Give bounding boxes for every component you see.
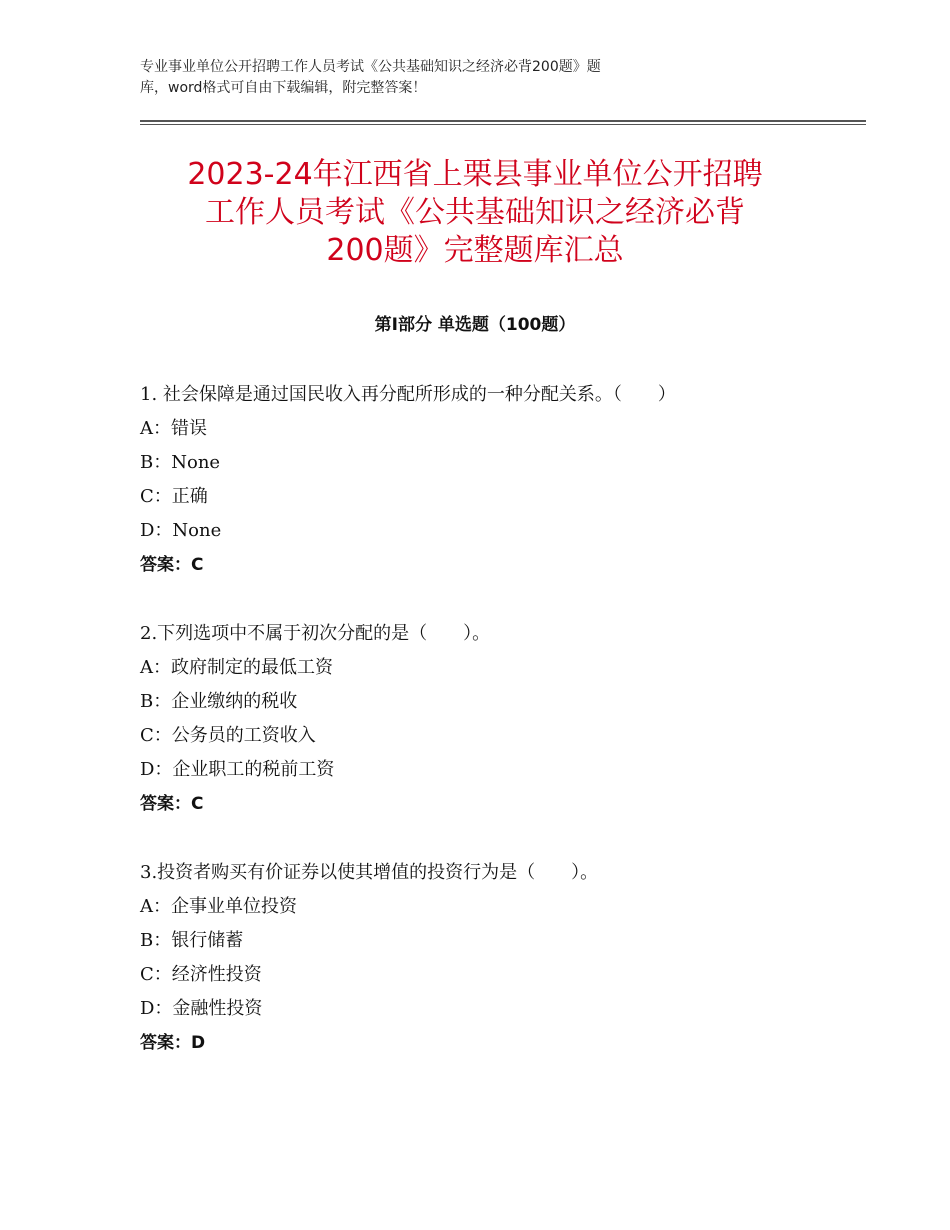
option-c: C：公务员的工资收入 [140, 725, 316, 746]
header-note [140, 57, 770, 99]
option-b: B：None [140, 452, 221, 473]
answer: 答案：D [140, 1033, 206, 1053]
title-line-1: 2023-24年江西省上栗县事业单位公开招聘 [187, 157, 763, 192]
answer: 答案：C [140, 555, 204, 575]
question-3 [140, 856, 840, 1060]
option-a: A：政府制定的最低工资 [140, 657, 333, 678]
option-d: D：企业职工的税前工资 [140, 759, 335, 780]
question-stem: 3.投资者购买有价证券以使其增值的投资行为是（ ）。 [140, 862, 599, 883]
option-c: C：正确 [140, 486, 208, 507]
header-divider [140, 120, 866, 122]
title-line-2: 工作人员考试《公共基础知识之经济必背 [205, 195, 745, 230]
document-title [140, 156, 810, 270]
section-heading: 第Ⅰ部分 单选题（100题） [374, 315, 576, 335]
title-line-3: 200题》完整题库汇总 [326, 233, 624, 268]
header-note-line-1: 专业事业单位公开招聘工作人员考试《公共基础知识之经济必背200题》题 [140, 59, 601, 75]
option-c: C：经济性投资 [140, 964, 262, 985]
question-stem: 1. 社会保障是通过国民收入再分配所形成的一种分配关系。（ ） [140, 384, 676, 405]
option-d: D：None [140, 520, 222, 541]
header-note-line-2: 库，word格式可自由下载编辑，附完整答案！ [140, 80, 427, 96]
option-b: B：企业缴纳的税收 [140, 691, 298, 712]
option-a: A：错误 [140, 418, 207, 439]
question-2 [140, 617, 840, 821]
option-b: B：银行储蓄 [140, 930, 244, 951]
answer: 答案：C [140, 794, 204, 814]
question-1 [140, 378, 840, 582]
header-divider-thin [140, 124, 866, 125]
question-stem: 2.下列选项中不属于初次分配的是（ ）。 [140, 623, 491, 644]
option-a: A：企事业单位投资 [140, 896, 297, 917]
option-d: D：金融性投资 [140, 998, 263, 1019]
